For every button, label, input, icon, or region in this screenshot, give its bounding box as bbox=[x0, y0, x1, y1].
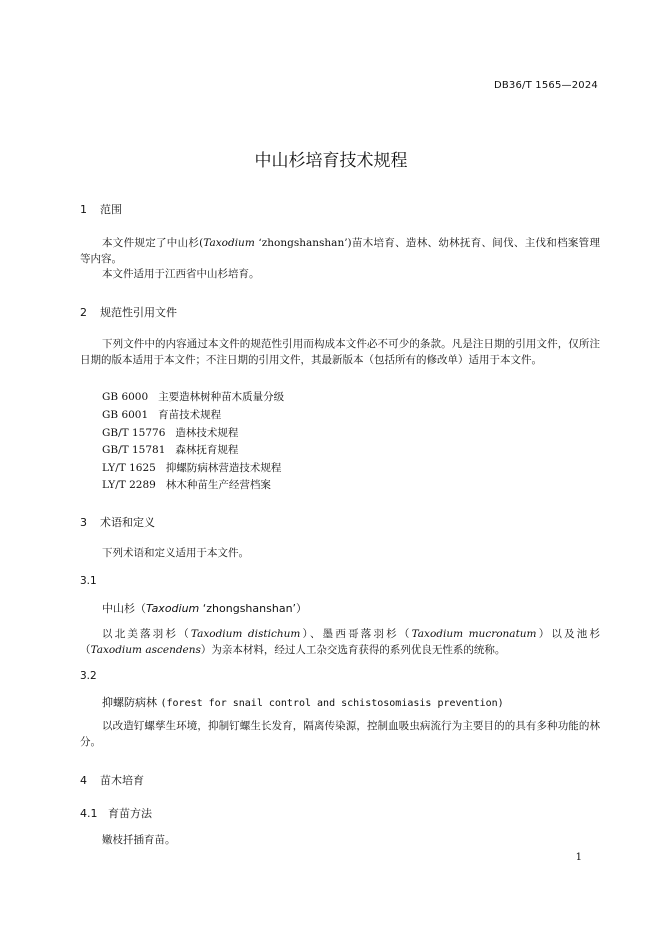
term-title: 中山杉（Taxodium ‘zhongshanshan’） bbox=[102, 602, 308, 615]
section-2-intro: 下列文件中的内容通过本文件的规范性引用而构成本文件必不可少的条款。凡是注日期的引用文件，仅所注日期的版本适用于本文件；不注日期的引用文件，其最新版本（包括所有的修改单）适用于本文件。 bbox=[80, 338, 600, 366]
subsection-title: 育苗方法 bbox=[108, 807, 152, 820]
subsection-text: 嫩枝扦插育苗。 bbox=[102, 834, 176, 846]
page-number: 1 bbox=[575, 852, 582, 863]
reference-item: GB 6001 育苗技术规程 bbox=[102, 409, 222, 421]
section-1-heading bbox=[80, 201, 122, 217]
scientific-name: Taxodium bbox=[146, 602, 200, 615]
section-4-heading bbox=[80, 772, 144, 788]
term-number: 3.1 bbox=[80, 575, 97, 587]
section-title: 规范性引用文件 bbox=[100, 306, 177, 319]
reference-item: GB 6000 主要造林树种苗木质量分级 bbox=[102, 391, 285, 403]
section-3-heading bbox=[80, 514, 155, 530]
page-title: 中山杉培育技术规程 bbox=[254, 151, 408, 171]
term-definition: 以改造钉螺孳生环境，抑制钉螺生长发育，隔离传染源，控制血吸虫病流行为主要目的的具有多种功能的林分。 bbox=[80, 720, 600, 748]
scientific-name: Taxodium bbox=[203, 237, 255, 249]
section-title: 苗木培育 bbox=[100, 774, 144, 787]
section-1-paragraph-1: 本文件规定了中山杉(Taxodium ‘zhongshanshan’)苗木培育、造林、幼林抚育、间伐、主伐和档案管理等内容。 bbox=[80, 237, 600, 265]
section-1-paragraph-2: 本文件适用于江西省中山杉培育。 bbox=[102, 268, 260, 280]
section-number: 1 bbox=[80, 203, 87, 216]
reference-item: GB/T 15781 森林抚育规程 bbox=[102, 444, 239, 456]
term-title: 抑螺防病林 (forest for snail control and schistosomiasis prevention) bbox=[102, 696, 504, 709]
section-number: 3 bbox=[80, 516, 87, 529]
reference-item: LY/T 1625 抑螺防病林营造技术规程 bbox=[102, 462, 282, 474]
reference-item: LY/T 2289 林木种苗生产经营档案 bbox=[102, 479, 271, 491]
section-title: 术语和定义 bbox=[100, 516, 155, 529]
term-english: (forest for snail control and schistosomiasis prevention) bbox=[160, 698, 504, 709]
term-number: 3.2 bbox=[80, 670, 97, 682]
section-number: 2 bbox=[80, 306, 87, 319]
section-title: 范围 bbox=[100, 203, 122, 216]
document-id: DB36/T 1565—2024 bbox=[493, 80, 598, 91]
subsection-number: 4.1 bbox=[80, 807, 98, 820]
section-number: 4 bbox=[80, 774, 87, 787]
reference-item: GB/T 15776 造林技术规程 bbox=[102, 427, 239, 439]
section-2-heading bbox=[80, 304, 177, 320]
section-3-intro: 下列术语和定义适用于本文件。 bbox=[102, 547, 249, 559]
term-definition: 以北美落羽杉（Taxodium distichum）、墨西哥落羽杉（Taxodium mucronatum）以及池杉（Taxodium ascendens）为亲本材料，经过人工杂交选育获得的系列优良无性系的统称。 bbox=[80, 628, 601, 656]
subsection-heading bbox=[80, 805, 152, 821]
